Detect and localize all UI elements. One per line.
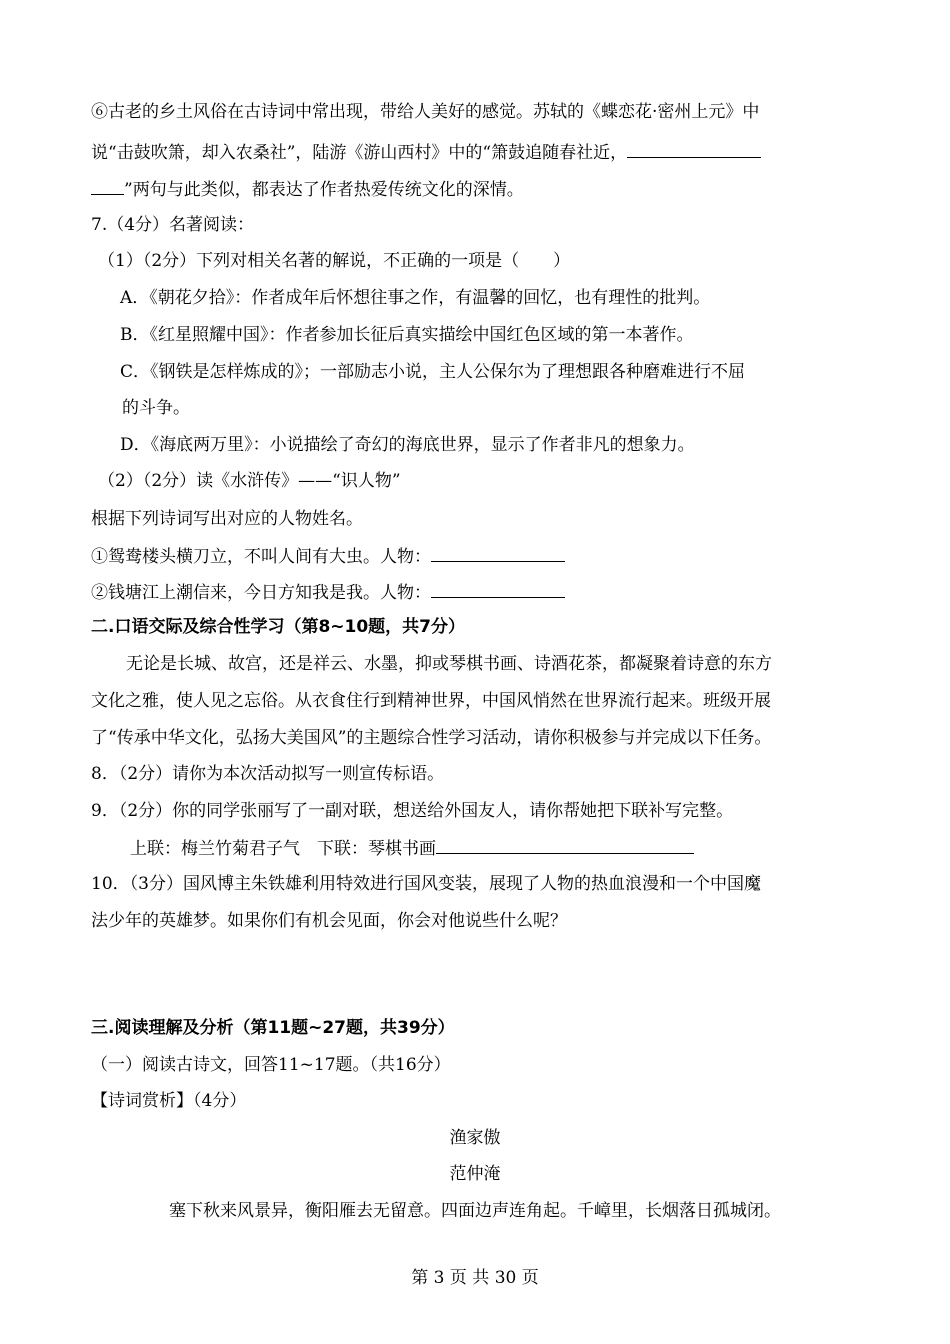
paragraph-line: 无论是长城、故宫，还是祥云、水墨，抑或琴棋书画、诗酒花茶，都凝聚着诗意的东方 [126, 654, 772, 674]
answer-blank [436, 835, 694, 854]
text-segment: ”两句与此类似，都表达了作者热爱传统文化的深情。 [124, 180, 524, 200]
option-c-continued: 的斗争。 [122, 398, 190, 418]
text-segment: 说“击鼓吹箫，却入农桑社”，陆游《游山西村》中的“箫鼓追随春社近， [91, 143, 628, 163]
text-line [91, 176, 880, 200]
text-segment: 上联：梅兰竹菊君子气 下联：琴棋书画 [130, 839, 436, 859]
text-line: 【诗词赏析】（4分） [91, 1091, 247, 1111]
sub-question: （2）（2分）读《水浒传》——“识人物” [98, 471, 401, 491]
section-heading: 三.阅读理解及分析（第11题~27题，共39分） [91, 1018, 455, 1038]
text-segment: ②钱塘江上潮信来，今日方知我是我。人物： [91, 583, 431, 603]
section-heading: 二.口语交际及综合性学习（第8~10题，共7分） [91, 617, 466, 637]
text-line: （一）阅读古诗文，回答11~17题。（共16分） [91, 1055, 451, 1075]
answer-blank [431, 543, 565, 562]
question-heading: 7.（4分）名著阅读： [91, 215, 255, 235]
option-d: D．《海底两万里》：小说描绘了奇幻的海底世界，显示了作者非凡的想象力。 [120, 435, 695, 455]
paragraph-line: 了“传承中华文化，弘扬大美国风”的主题综合性学习活动，请你积极参与并完成以下任务。 [91, 728, 772, 748]
question-line: 法少年的英雄梦。如果你们有机会见面，你会对他说些什么呢？ [91, 911, 567, 931]
couplet-line [130, 835, 880, 859]
text-line [91, 139, 880, 163]
text-line [91, 579, 880, 603]
poem-title: 渔家傲 [449, 1128, 501, 1148]
option-a: A．《朝花夕拾》：作者成年后怀想往事之作，有温馨的回忆，也有理性的批判。 [120, 288, 711, 308]
answer-blank [91, 176, 124, 195]
question-line: 9．（2分）你的同学张丽写了一副对联，想送给外国友人，请你帮她把下联补写完整。 [91, 801, 734, 821]
poem-line: 塞下秋来风景异，衡阳雁去无留意。四面边声连角起。千嶂里，长烟落日孤城闭。 [169, 1201, 781, 1221]
text-line: ⑥古老的乡土风俗在古诗词中常出现，带给人美好的感觉。苏轼的《蝶恋花·密州上元》中 [91, 102, 760, 122]
poem-author: 范仲淹 [449, 1164, 501, 1184]
option-b: B．《红星照耀中国》：作者参加长征后真实描绘中国红色区域的第一本著作。 [120, 325, 694, 345]
answer-blank [431, 579, 565, 598]
page-footer: 第 3 页 共 30 页 [411, 1268, 539, 1288]
paragraph-line: 文化之雅，使人见之忘俗。从衣食住行到精神世界，中国风悄然在世界流行起来。班级开展 [91, 691, 771, 711]
answer-blank [627, 139, 761, 158]
text-line: 根据下列诗词写出对应的人物姓名。 [91, 509, 363, 529]
text-segment: ①鸳鸯楼头横刀立，不叫人间有大虫。人物： [91, 547, 431, 567]
question-line: 10．（3分）国风博主朱铁雄利用特效进行国风变装，展现了人物的热血浪漫和一个中国魔 [91, 874, 761, 894]
sub-question: （1）（2分）下列对相关名著的解说，不正确的一项是（ ） [98, 251, 571, 271]
option-c: C．《钢铁是怎样炼成的》；一部励志小说，主人公保尔为了理想跟各种磨难进行不屈 [120, 362, 746, 382]
question-line: 8．（2分）请你为本次活动拟写一则宣传标语。 [91, 764, 445, 784]
text-line [91, 543, 880, 567]
